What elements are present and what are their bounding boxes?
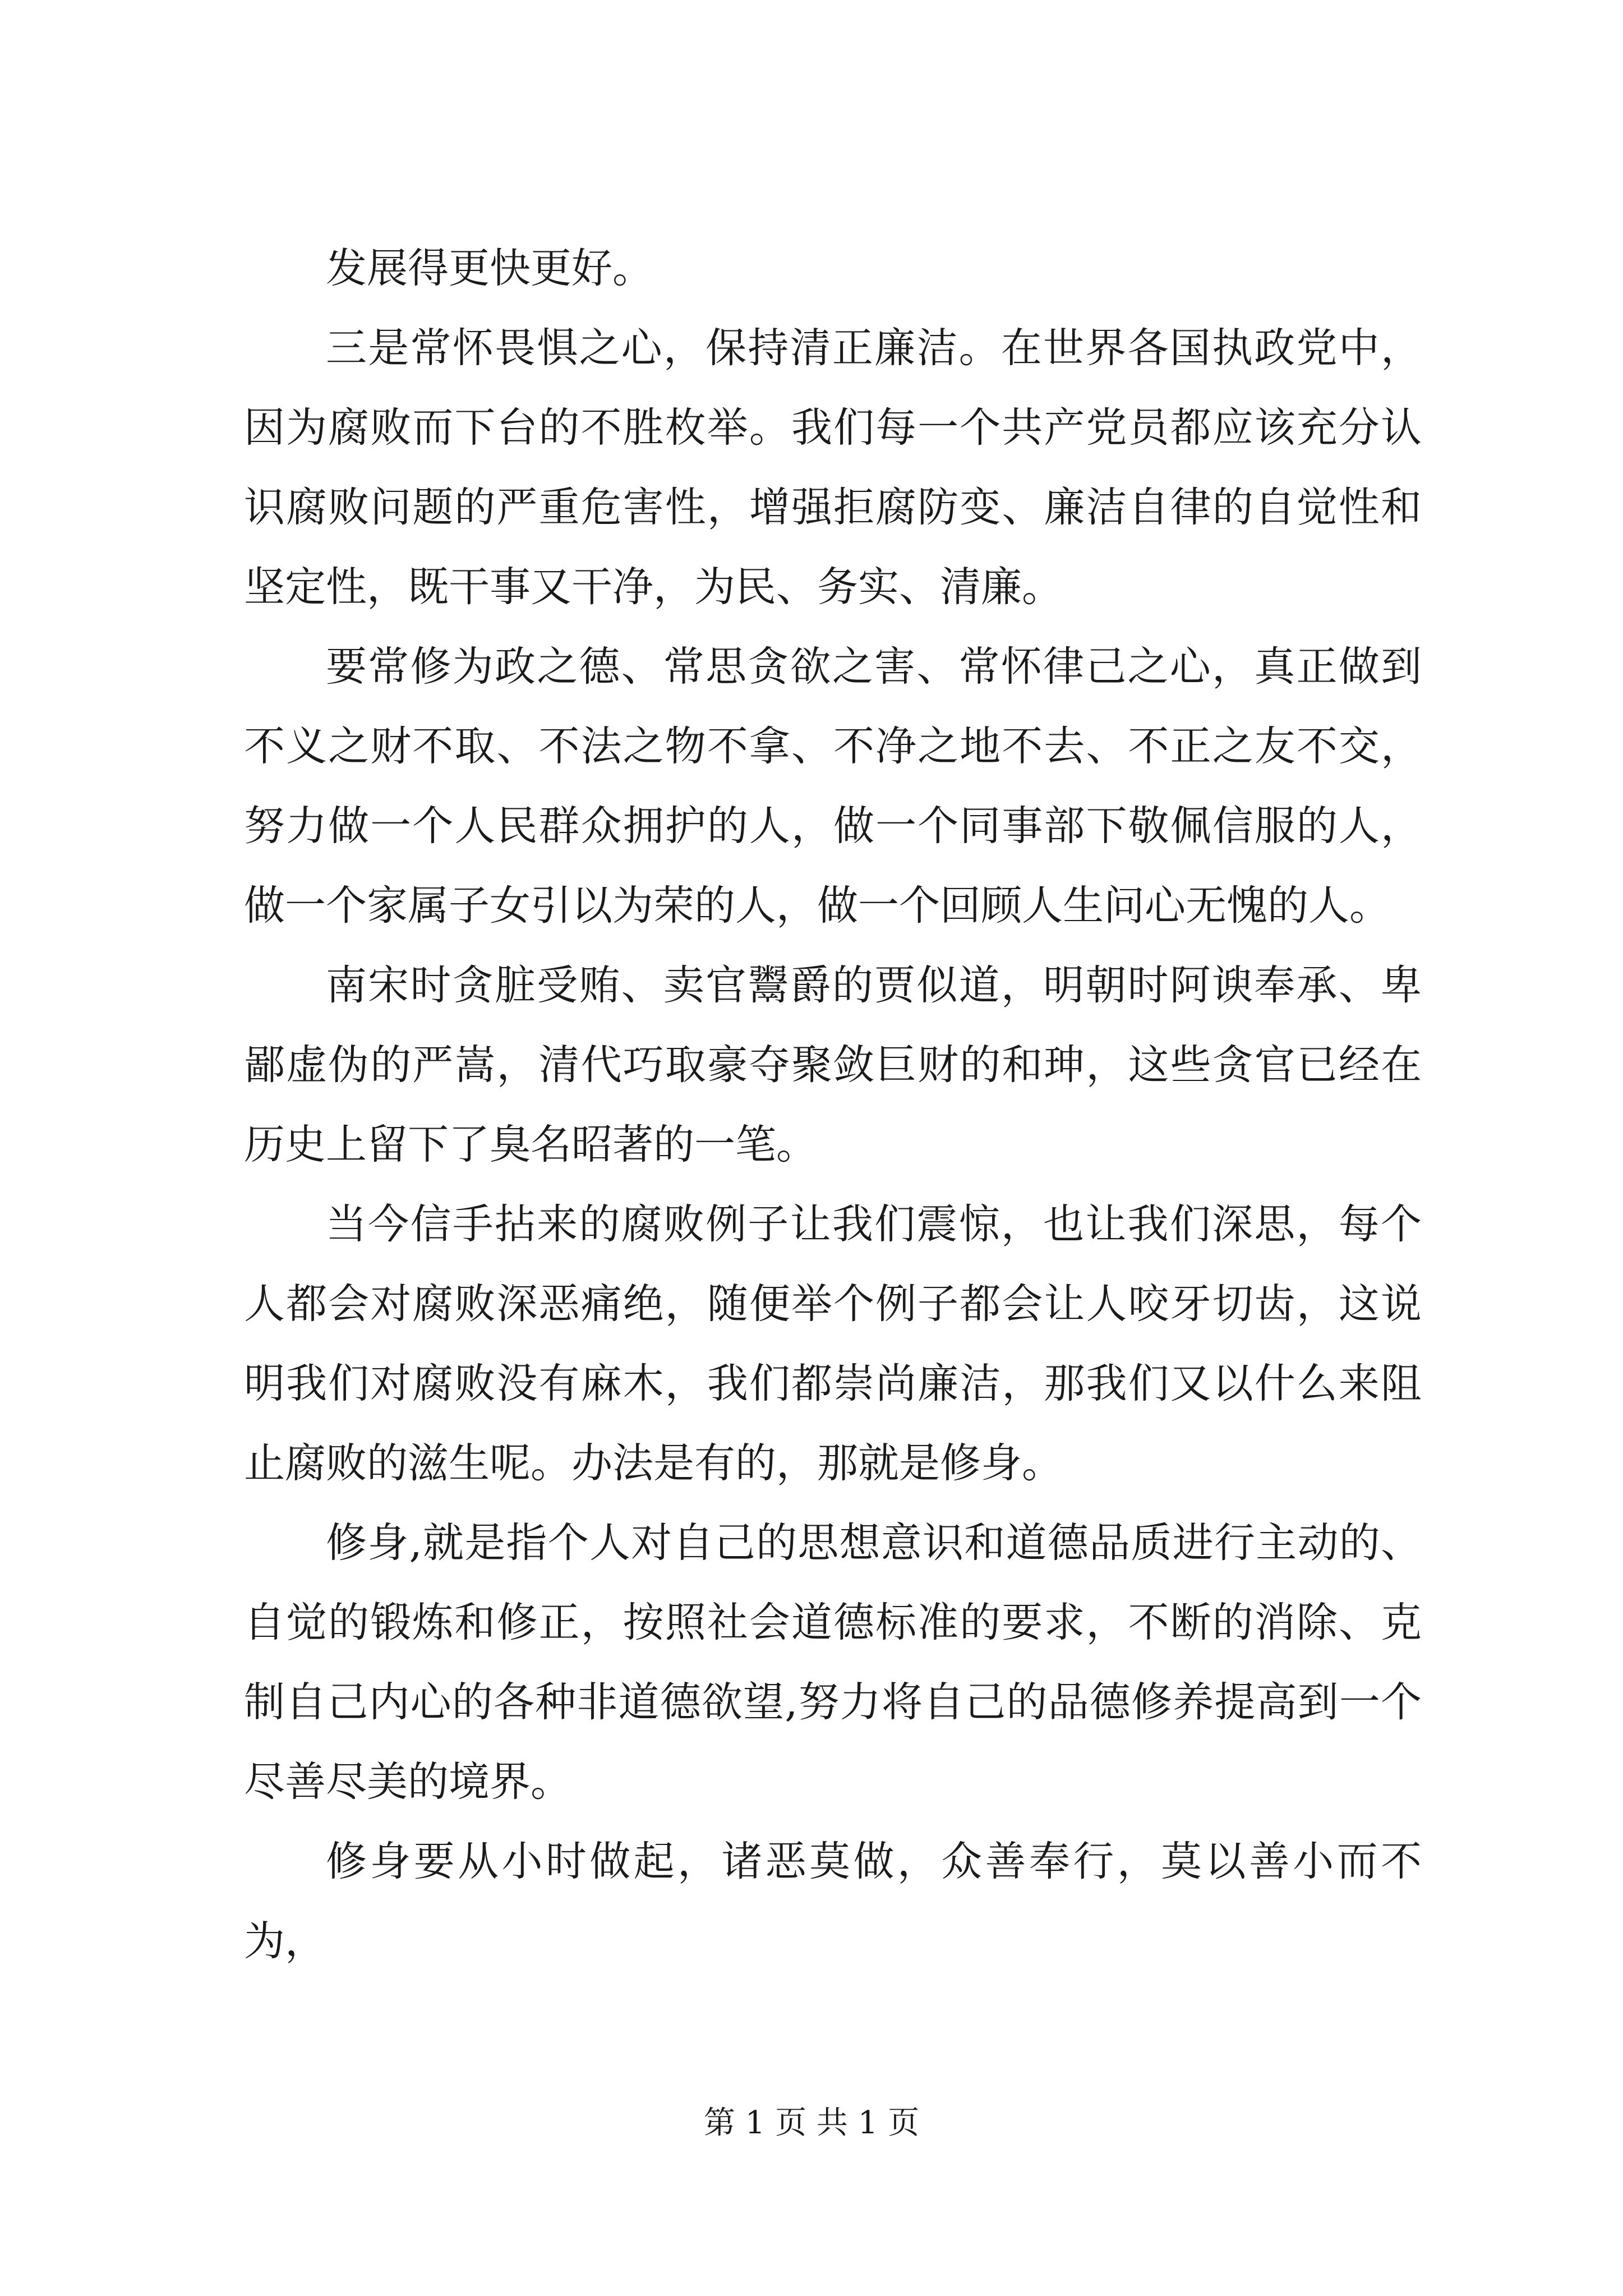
paragraph: 修身要从小时做起，诸恶莫做，众善奉行，莫以善小而不为，	[244, 1838, 1422, 1965]
paragraph: 发展得更快更好。	[326, 245, 653, 292]
paragraph: 三是常怀畏惧之心，保持清正廉洁。在世界各国执政党中，因为腐败而下台的不胜枚举。我们每一个共产党员都应该充分认识腐败问题的严重危害性，增强拒腐防变、廉洁自律的自觉性和坚定性，既干事又干净，为民、务实、清廉。	[244, 324, 1422, 611]
paragraph: 南宋时贪脏受贿、卖官鬻爵的贾似道，明朝时阿谀奉承、卑鄙虚伪的严嵩，清代巧取豪夺聚敛巨财的和珅，这些贪官已经在历史上留下了臭名昭著的一笔。	[244, 961, 1422, 1168]
page-footer	[0, 2101, 1623, 2146]
document-body	[244, 229, 1422, 1981]
paragraph: 当今信手拈来的腐败例子让我们震惊，也让我们深思，每个人都会对腐败深恶痛绝，随便举个例子都会让人咬牙切齿，这说明我们对腐败没有麻木，我们都崇尚廉洁，那我们又以什么来阻止腐败的滋生呢。办法是有的，那就是修身。	[244, 1200, 1422, 1487]
paragraph: 修身,就是指个人对自己的思想意识和道德品质进行主动的、自觉的锻炼和修正，按照社会道德标准的要求，不断的消除、克制自己内心的各种非道德欲望,努力将自己的品德修养提高到一个尽善尽美的境界。	[244, 1519, 1422, 1806]
paragraph: 要常修为政之德、常思贪欲之害、常怀律己之心，真正做到不义之财不取、不法之物不拿、不净之地不去、不正之友不交，努力做一个人民群众拥护的人，做一个同事部下敬佩信服的人，做一个家属子女引以为荣的人，做一个回顾人生问心无愧的人。	[244, 643, 1422, 930]
page-number-label: 第 1 页 共 1 页	[703, 2105, 920, 2141]
